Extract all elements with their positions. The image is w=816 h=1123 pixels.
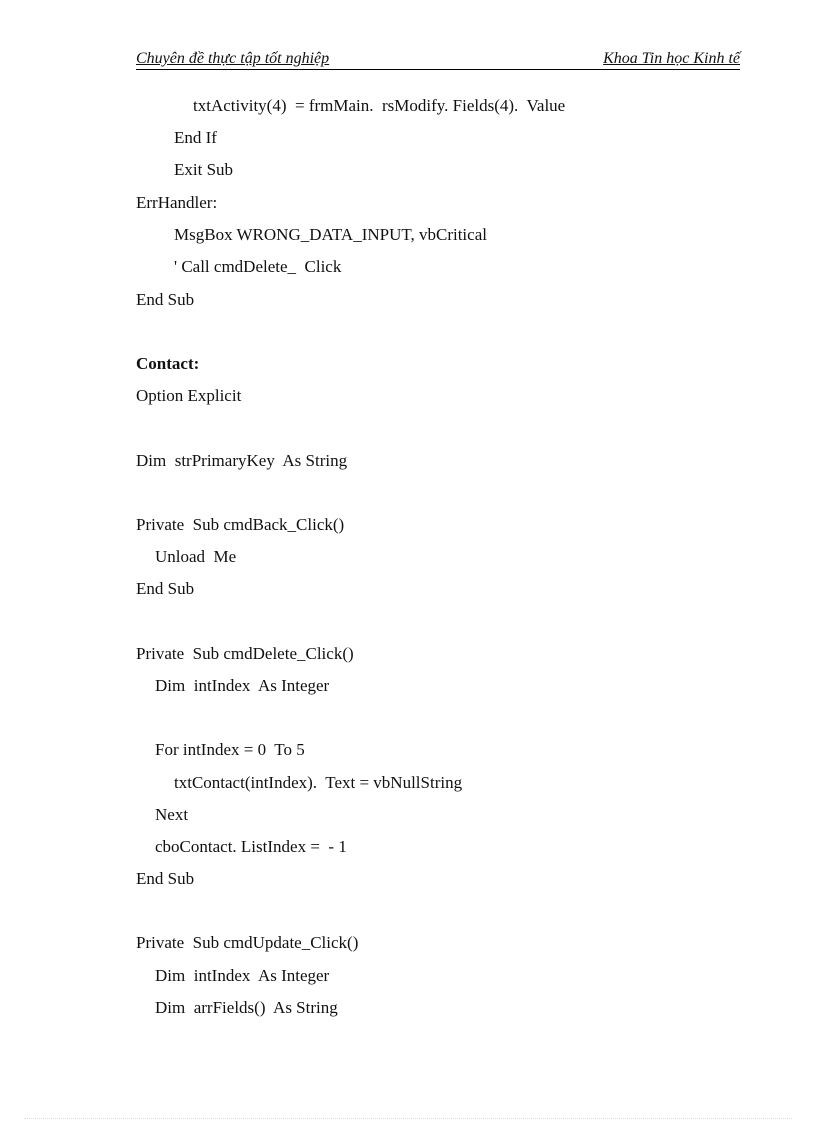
page-header bbox=[136, 48, 740, 70]
code-line: Private Sub cmdBack_Click() bbox=[136, 515, 345, 534]
code-line: cboContact. ListIndex = - 1 bbox=[155, 837, 347, 856]
code-line: End If bbox=[174, 128, 217, 147]
code-line: Exit Sub bbox=[174, 160, 234, 179]
code-line: txtContact(intIndex). Text = vbNullString bbox=[174, 773, 463, 792]
code-line: ErrHandler: bbox=[136, 193, 218, 212]
code-line: End Sub bbox=[136, 579, 195, 598]
code-line: End Sub bbox=[136, 290, 195, 309]
header-rule bbox=[136, 69, 740, 70]
code-line: Dim intIndex As Integer bbox=[155, 966, 330, 985]
code-line: Dim arrFields() As String bbox=[155, 998, 338, 1017]
code-line: Dim strPrimaryKey As String bbox=[136, 451, 348, 470]
code-line: Next bbox=[155, 805, 189, 824]
header-right-title: Khoa Tin học Kinh tế bbox=[603, 50, 740, 67]
section-heading: Contact: bbox=[136, 354, 200, 373]
code-line: txtActivity(4) = frmMain. rsModify. Fields(4). Value bbox=[193, 96, 566, 115]
code-line: For intIndex = 0 To 5 bbox=[155, 740, 305, 759]
code-line: Private Sub cmdDelete_Click() bbox=[136, 644, 354, 663]
header-left-title: Chuyên đề thực tập tốt nghiệp bbox=[136, 50, 330, 67]
code-line: Private Sub cmdUpdate_Click() bbox=[136, 933, 359, 952]
code-line: MsgBox WRONG_DATA_INPUT, vbCritical bbox=[174, 225, 487, 244]
code-line: ' Call cmdDelete_ Click bbox=[174, 257, 342, 276]
code-line: Unload Me bbox=[155, 547, 237, 566]
code-line: Dim intIndex As Integer bbox=[155, 676, 330, 695]
code-line: End Sub bbox=[136, 869, 195, 888]
page-bottom-rule bbox=[24, 1118, 792, 1119]
code-line: Option Explicit bbox=[136, 386, 242, 405]
